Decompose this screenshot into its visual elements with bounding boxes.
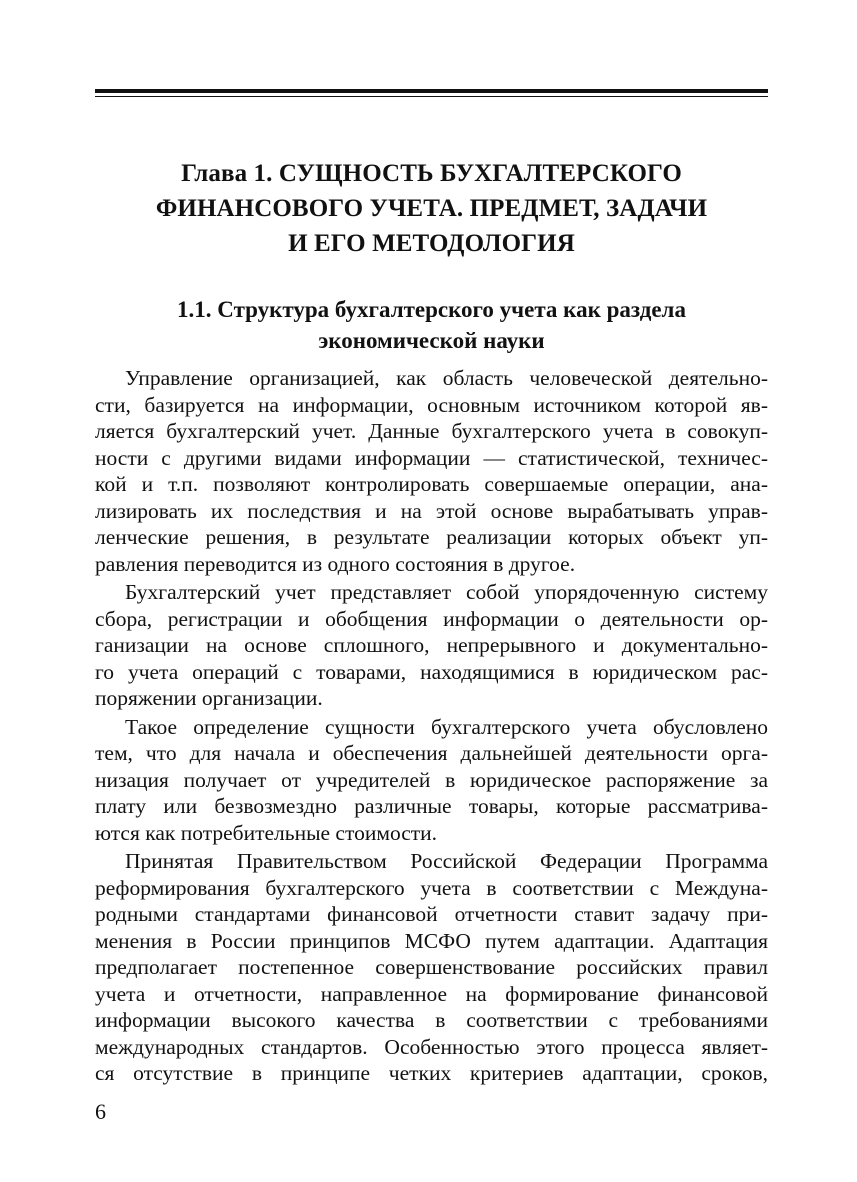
text-line: родными стандартами финансовой отчетности ставит задачу при-: [95, 902, 768, 926]
text-line: плату или безвозмездно различные товары, которые рассматрива-: [95, 794, 768, 818]
text-line: ляется бухгалтерский учет. Данные бухгалтерского учета в совокуп-: [95, 419, 768, 443]
text-line: ся отсутствие в принципе четких критериев адаптации, сроков,: [95, 1061, 768, 1085]
text-line: предполагает постепенное совершенствование российских правил: [95, 955, 768, 979]
text-line: кой и т.п. позволяют контролировать совершаемые операции, ана-: [95, 472, 768, 496]
paragraph: [95, 714, 768, 847]
chapter-title-line: Глава 1. СУЩНОСТЬ БУХГАЛТЕРСКОГО: [181, 160, 682, 187]
paragraph: [95, 848, 768, 1087]
text-line: равления переводится из одного состояния в другое.: [95, 551, 576, 576]
section-title-line: 1.1. Структура бухгалтерского учета как раздела: [177, 297, 686, 322]
text-line: лизировать их последствия и на этой основе вырабатывать управ-: [95, 498, 768, 523]
text-line: Принятая Правительством Российской Федерации Программа: [125, 849, 768, 873]
text-line: реформирования бухгалтерского учета в соответствии с Междуна-: [95, 875, 768, 900]
text-line: международных стандартов. Особенностью этого процесса являет-: [95, 1034, 768, 1059]
section-title: [95, 294, 768, 356]
text-line: Управление организацией, как область человеческой деятельно-: [125, 366, 768, 390]
text-line: учета и отчетности, направленное на формирование финансовой: [95, 981, 768, 1006]
chapter-title-line: ФИНАНСОВОГО УЧЕТА. ПРЕДМЕТ, ЗАДАЧИ: [155, 195, 708, 222]
chapter-title-line: И ЕГО МЕТОДОЛОГИЯ: [288, 230, 575, 257]
text-line: поряжении организации.: [95, 686, 323, 710]
text-line: ганизации на основе сплошного, непрерывного и документально-: [95, 633, 768, 657]
header-rule-thick: [95, 89, 768, 93]
paragraph: [95, 365, 768, 577]
section-title-line: экономической науки: [318, 328, 545, 353]
text-line: ются как потребительные стоимости.: [95, 820, 438, 845]
text-line: низация получает от учредителей в юридическое распоряжение за: [95, 767, 768, 792]
chapter-title: [95, 156, 768, 261]
text-line: ности с другими видами информации — статистической, техничес-: [95, 445, 768, 470]
text-line: менения в России принципов МСФО путем адаптации. Адаптация: [95, 928, 768, 953]
text-line: го учета операций с товарами, находящимися в юридическом рас-: [95, 659, 768, 684]
text-line: сти, базируется на информации, основным источником которой яв-: [95, 392, 768, 417]
text-line: сбора, регистрации и обобщения информации о деятельности ор-: [95, 606, 768, 631]
text-line: ленческие решения, в результате реализации которых объект уп-: [95, 525, 768, 549]
body-text: [95, 365, 768, 1087]
page-number: 6: [95, 1099, 106, 1124]
header-rule-thin: [95, 96, 768, 97]
text-line: Такое определение сущности бухгалтерского учета обусловлено: [125, 714, 768, 739]
paragraph: [95, 579, 768, 712]
text-line: информации высокого качества в соответствии с требованиями: [95, 1008, 768, 1032]
text-line: тем, что для начала и обеспечения дальнейшей деятельности орга-: [95, 741, 768, 765]
text-line: Бухгалтерский учет представляет собой упорядоченную систему: [125, 580, 768, 604]
